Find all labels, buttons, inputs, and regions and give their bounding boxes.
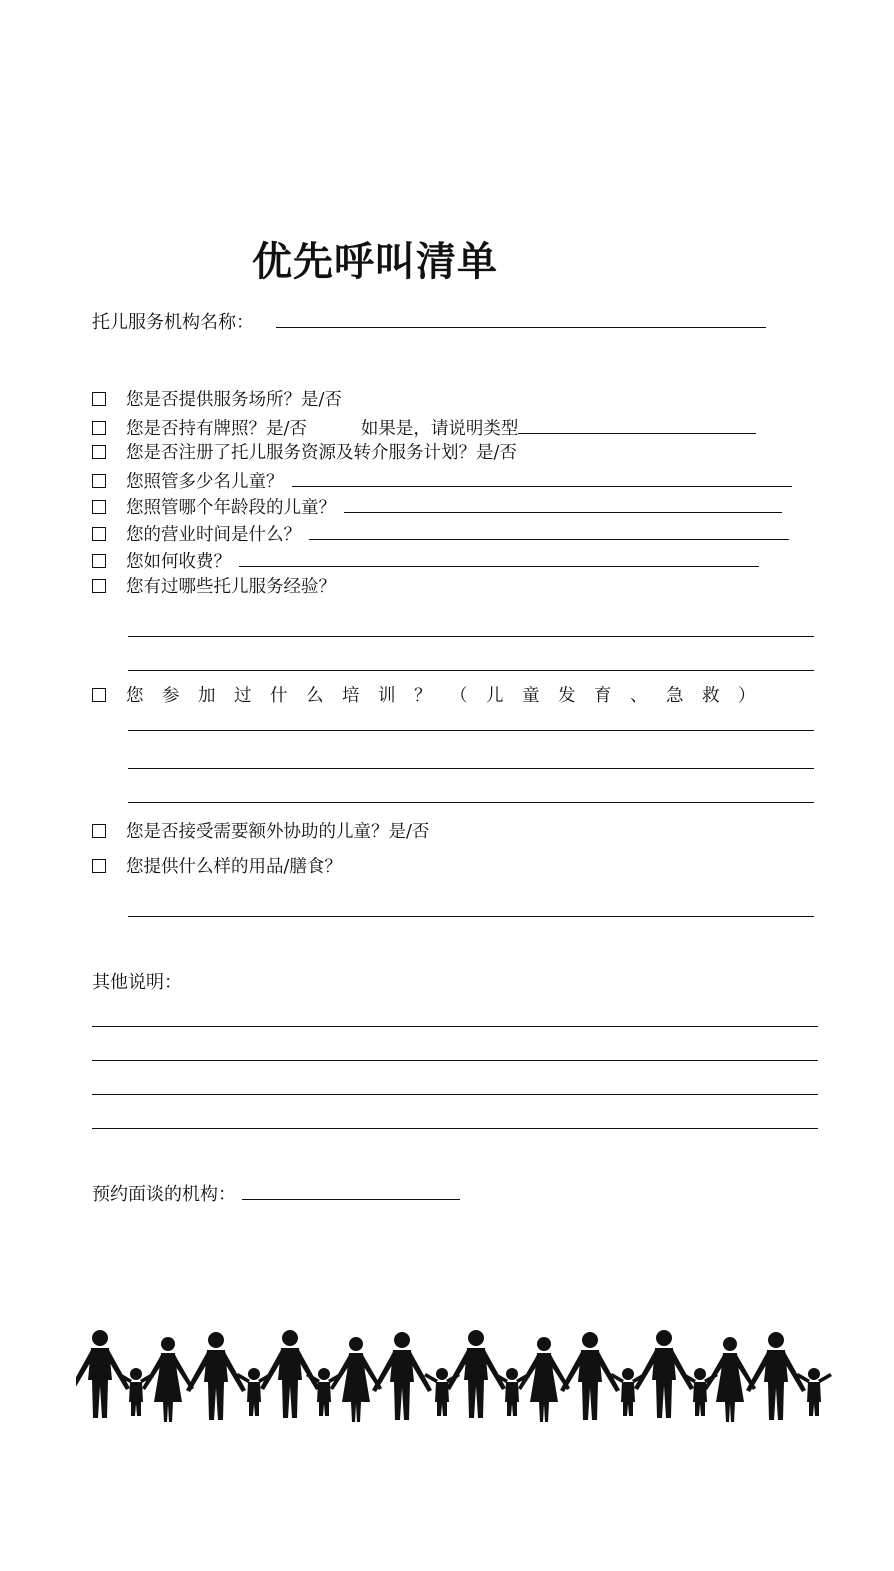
question-fees: 您如何收费？: [92, 548, 759, 572]
question-business-hours: 您的营业时间是什么？: [92, 521, 789, 545]
training-answer-line[interactable]: [128, 802, 814, 803]
child-silhouette: [494, 1368, 530, 1416]
org-name-label: 托儿服务机构名称：: [92, 312, 254, 333]
business-hours-field[interactable]: [309, 521, 789, 540]
question-license: 您是否持有牌照？是/否 如果是，请说明类型: [92, 415, 756, 439]
supplies-answer-line[interactable]: [128, 916, 814, 917]
child-silhouette: [236, 1368, 272, 1416]
checkbox[interactable]: [92, 474, 106, 488]
question-referral-registration: 您是否注册了托儿服务资源及转介服务计划？是/否: [92, 441, 517, 465]
checkbox[interactable]: [92, 445, 106, 459]
checkbox[interactable]: [92, 688, 106, 702]
notes-line[interactable]: [92, 1060, 818, 1061]
woman-silhouette: [142, 1337, 194, 1422]
question-special-needs: 您是否接受需要额外协助的儿童？是/否: [92, 820, 429, 844]
checkbox[interactable]: [92, 579, 106, 593]
question-experience: 您有过哪些托儿服务经验？: [92, 575, 336, 599]
question-age-range: 您照管哪个年龄段的儿童？: [92, 494, 782, 518]
fees-field[interactable]: [239, 548, 759, 567]
appointment-field[interactable]: [242, 1181, 460, 1200]
people-chain-illustration: [76, 1322, 832, 1426]
children-count-field[interactable]: [292, 468, 792, 487]
license-type-field[interactable]: [518, 415, 756, 434]
training-answer-line[interactable]: [128, 768, 814, 769]
adult-silhouette: [76, 1330, 130, 1418]
child-silhouette: [796, 1368, 832, 1416]
woman-silhouette: [330, 1337, 382, 1422]
checkbox[interactable]: [92, 824, 106, 838]
appointment-label: 预约面谈的机构：: [92, 1184, 236, 1205]
adult-silhouette: [372, 1332, 432, 1420]
adult-silhouette: [260, 1330, 320, 1418]
training-answer-line[interactable]: [128, 730, 814, 731]
woman-silhouette: [518, 1337, 570, 1422]
checkbox[interactable]: [92, 859, 106, 873]
question-training: 您参加过什么培训？（儿童发育、急救）: [92, 684, 774, 708]
experience-answer-line[interactable]: [128, 670, 814, 671]
org-name-row: [92, 308, 766, 334]
checkbox[interactable]: [92, 527, 106, 541]
question-supplies-meals: 您提供什么样的用品/膳食？: [92, 855, 342, 879]
checkbox[interactable]: [92, 421, 106, 435]
page-title: 优先呼叫清单: [252, 239, 498, 285]
appointment-row: [92, 1180, 460, 1206]
child-silhouette: [610, 1368, 646, 1416]
experience-answer-line[interactable]: [128, 636, 814, 637]
question-children-count: 您照管多少名儿童？: [92, 468, 792, 492]
notes-line[interactable]: [92, 1094, 818, 1095]
org-name-field[interactable]: [276, 309, 766, 328]
other-notes-label: 其他说明：: [92, 972, 182, 993]
child-silhouette: [118, 1368, 154, 1416]
notes-line[interactable]: [92, 1128, 818, 1129]
child-silhouette: [306, 1368, 342, 1416]
checkbox[interactable]: [92, 392, 106, 406]
question-service-location: 您是否提供服务场所？是/否: [92, 388, 342, 412]
age-range-field[interactable]: [344, 494, 782, 513]
checkbox[interactable]: [92, 554, 106, 568]
checkbox[interactable]: [92, 500, 106, 514]
notes-line[interactable]: [92, 1026, 818, 1027]
woman-silhouette: [704, 1337, 756, 1422]
